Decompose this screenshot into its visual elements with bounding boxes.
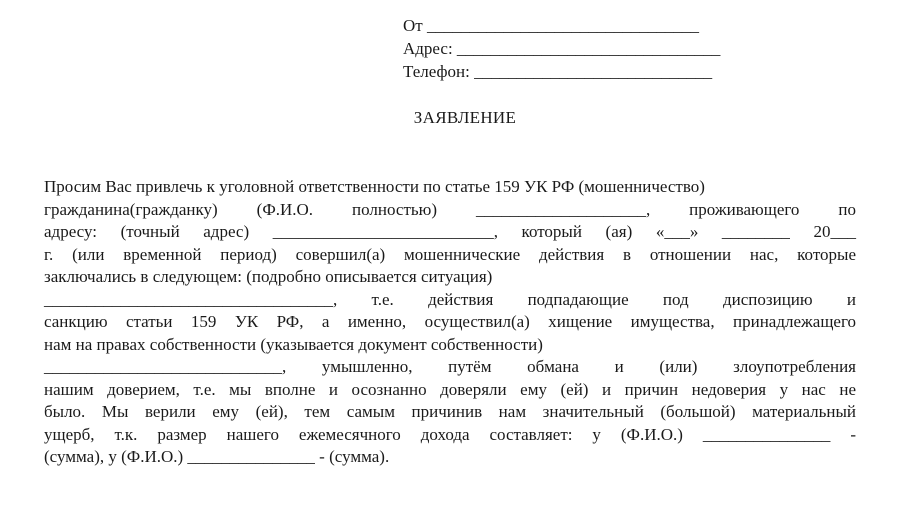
document-title: ЗАЯВЛЕНИЕ bbox=[413, 108, 517, 127]
sender-info-block bbox=[403, 14, 783, 83]
body-line: г. (или временной период) совершил(а) мошеннические действия в отношении нас, которые bbox=[44, 244, 856, 264]
body-line: санкцию статьи 159 УК РФ, а именно, осуществил(а) хищение имущества, принадлежащего bbox=[44, 312, 856, 331]
address-line: Адрес: _______________________________ bbox=[403, 39, 721, 58]
body-line: нашим доверием, т.е. мы вполне и осознанно доверяли ему (ей) и причин недоверия у нас не bbox=[44, 379, 856, 399]
statement-body bbox=[44, 176, 856, 469]
phone-line: Телефон: ____________________________ bbox=[403, 62, 713, 81]
body-line: нам на правах собственности (указывается документ собственности) bbox=[44, 334, 543, 354]
body-line: ____________________________, умышленно, путём обмана и (или) злоупотребления bbox=[44, 357, 856, 376]
body-line: гражданина(гражданку) (Ф.И.О. полностью) ____________________, проживающего по bbox=[44, 199, 856, 219]
body-line: (сумма), у (Ф.И.О.) _______________ - (сумма). bbox=[44, 447, 390, 466]
body-line: Просим Вас привлечь к уголовной ответственности по статье 159 УК РФ (мошенничество) bbox=[44, 177, 705, 196]
body-line: адресу: (точный адрес) __________________________, который (ая) «___» ________ 20___ bbox=[44, 222, 856, 241]
body-line: было. Мы верили ему (ей), тем самым причинив нам значительный (большой) материальный bbox=[44, 402, 856, 421]
body-line: ущерб, т.к. размер нашего ежемесячного дохода составляет: у (Ф.И.О.) _______________ - bbox=[44, 424, 856, 444]
body-line: заключались в следующем: (подробно описывается ситуация) bbox=[44, 267, 493, 286]
from-line: От ________________________________ bbox=[403, 16, 699, 35]
body-line: __________________________________, т.е. действия подпадающие под диспозицию и bbox=[44, 289, 856, 309]
